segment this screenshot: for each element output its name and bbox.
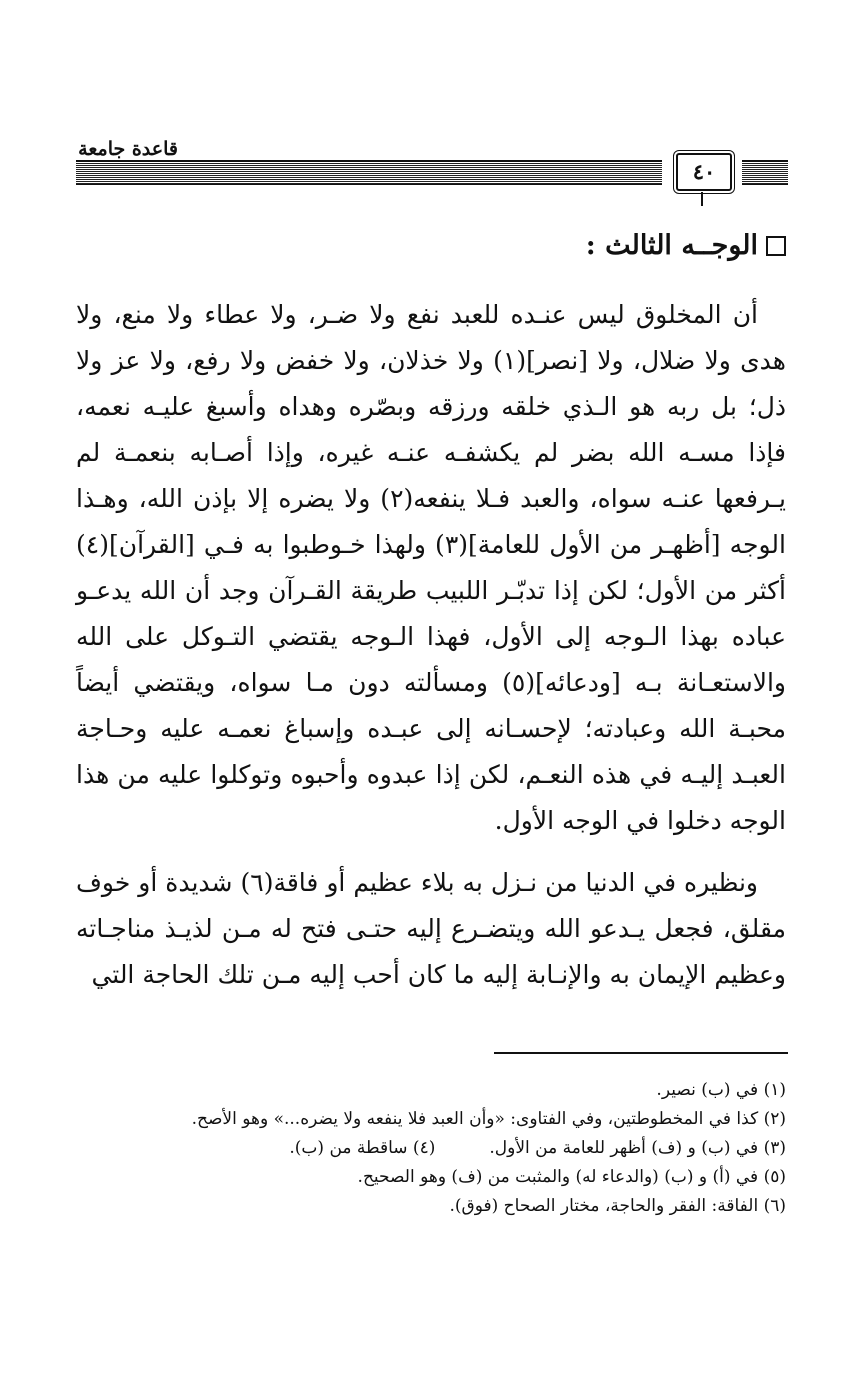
footnote: (٥) في (أ) و (ب) (والدعاء له) والمثبت من (ف) وهو الصحيح. <box>357 1167 786 1187</box>
footnote: (٢) كذا في المخطوطتين، وفي الفتاوى: «وأن العبد فلا ينفعه ولا يضره...» وهو الأصح. <box>191 1109 786 1129</box>
section-heading-text: الوجــه الثالث : <box>585 230 758 261</box>
header-rule-left <box>76 160 662 185</box>
page-number: ٤٠ <box>676 153 732 191</box>
footnote: (٦) الفاقة: الفقر والحاجة، مختار الصحاح (فوق). <box>449 1196 786 1216</box>
running-title: قاعدة جامعة <box>78 138 178 160</box>
page-number-tick <box>701 192 703 206</box>
footnote: (٣) في (ب) و (ف) أظهر للعامة من الأول. (٤) ساقطة من (ب). <box>289 1138 786 1158</box>
footnote: (١) في (ب) نصير. <box>656 1080 786 1100</box>
footnotes <box>76 1076 786 1221</box>
paragraph: أن المخلوق ليس عنـده للعبد نفع ولا ضـر، ولا عطاء ولا منع، ولا هدى ولا ضلال، ولا [نصر](١) ولا خذلان، ولا خفض ولا رفع، ولا عز ولا ذل؛ بل ربه هو الـذي خلقه ورزقه وبصّره وهداه وأسبغ عليـه نعمه، فإذا مسـه الله بضر لم يكشفـه عنـه غيره، وإذا أصـابه بنعمـة لم يـرفعها عنـه سواه، والعبد فـلا ينفعه(٢) ولا يضره إلا بإذن الله، وهـذا الوجه [أظهـر من الأول للعامة](٣) ولهذا خـوطبوا به فـي [القرآن](٤) أكثر من الأول؛ لكن إذا تدبّـر اللبيب طريقة القـرآن وجد أن الله يدعـو عباده بهذا الـوجه إلى الأول، فهذا الـوجه يقتضي التـوكل على الله والاستعـانة بـه [ودعائه](٥) ومسألته دون مـا سواه، ويقتضي أيضاً محبـة الله وعبادته؛ لإحسـانه إلى عبـده وإسباغ نعمـه عليه وحـاجة العبـد إليـه في هذه النعـم، لكن إذا عبدوه وأحبوه وتوكلوا عليه من هذا الوجه دخلوا في الوجه الأول. <box>76 300 787 835</box>
body-text <box>76 292 786 998</box>
paragraph: ونظيره في الدنيا من نـزل به بلاء عظيم أو فاقة(٦) شديدة أو خوف مقلق، فجعل يـدعو الله ويتضـرع إليه حتـى فتح له مـن لذيـذ مناجـاته وعظيم الإيمان به والإنـابة إليه ما كان أحب إليه مـن تلك الحاجة التي <box>76 868 786 989</box>
header-rule-right <box>742 160 788 185</box>
footnote-separator <box>494 1052 788 1054</box>
square-bullet-icon <box>766 236 786 256</box>
section-heading <box>486 230 786 261</box>
